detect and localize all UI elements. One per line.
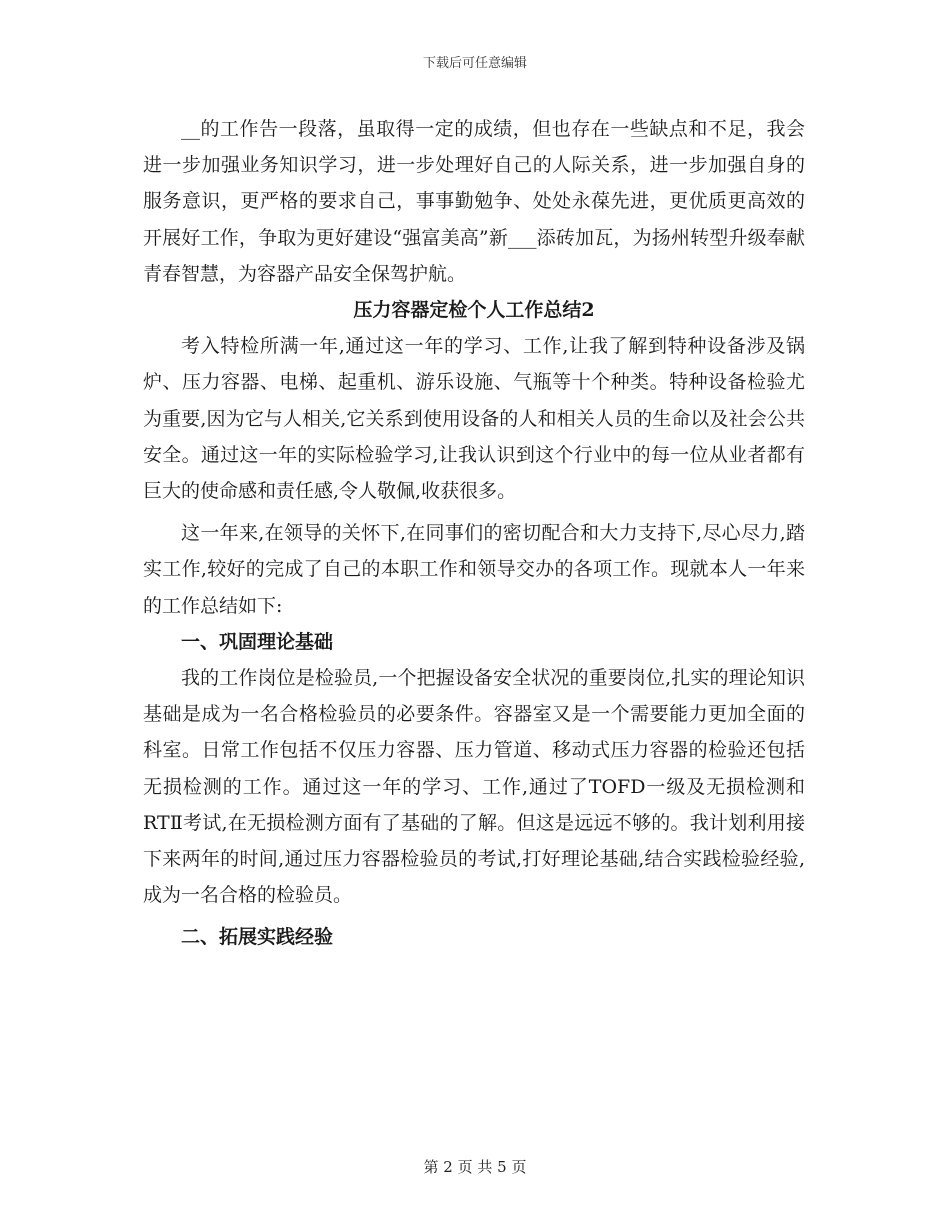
heading-theory: 一、巩固理论基础 xyxy=(181,630,334,653)
paragraph-intro: __的工作告一段落，虽取得一定的成绩，但也存在一些缺点和不足，我会进一步加强业务知识学习，进一步处理好自己的人际关系，进一步加强自身的服务意识，更严格的要求自己，事事勤勉争、处处永葆先进，更优质更高效的开展好工作，争取为更好建设“强富美高”新___添砖加瓦，为扬州转型升级奉献青春智慧，为容器产品安全保驾护航。 xyxy=(143,118,805,285)
section-title: 压力容器定检个人工作总结2 xyxy=(353,299,595,322)
page-footer: 第 2 页 共 5 页 xyxy=(423,1158,527,1176)
paragraph-theory: 我的工作岗位是检验员,一个把握设备安全状况的重要岗位,扎实的理论知识基础是成为一名合格检验员的必要条件。容器室又是一个需要能力更加全面的科室。日常工作包括不仅压力容器、压力管道、移动式压力容器的检验还包括无损检测的工作。通过这一年的学习、工作,通过了TOFD一级及无损检测和RTⅡ考试,在无损检测方面有了基础的了解。但这是远远不够的。我计划利用接下来两年的时间,通过压力容器检验员的考试,打好理论基础,结合实践检验经验,成为一名合格的检验员。 xyxy=(143,667,805,907)
paragraph-overview: 考入特检所满一年,通过这一年的学习、工作,让我了解到特种设备涉及锅炉、压力容器、电梯、起重机、游乐设施、气瓶等十个种类。特种设备检验尤为重要,因为它与人相关,它关系到使用设备的人和相关人员的生命以及社会公共安全。通过这一年的实际检验学习,让我认识到这个行业中的每一位从业者都有巨大的使命感和责任感,令人敬佩,收获很多。 xyxy=(143,335,805,503)
document-body xyxy=(143,111,805,956)
heading-practice: 二、拓展实践经验 xyxy=(181,926,334,949)
paragraph-summary: 这一年来,在领导的关怀下,在同事们的密切配合和大力支持下,尽心尽力,踏实工作,较好的完成了自己的本职工作和领导交办的各项工作。现就本人一年来的工作总结如下: xyxy=(143,522,805,617)
page-header: 下载后可任意编辑 xyxy=(422,56,527,71)
